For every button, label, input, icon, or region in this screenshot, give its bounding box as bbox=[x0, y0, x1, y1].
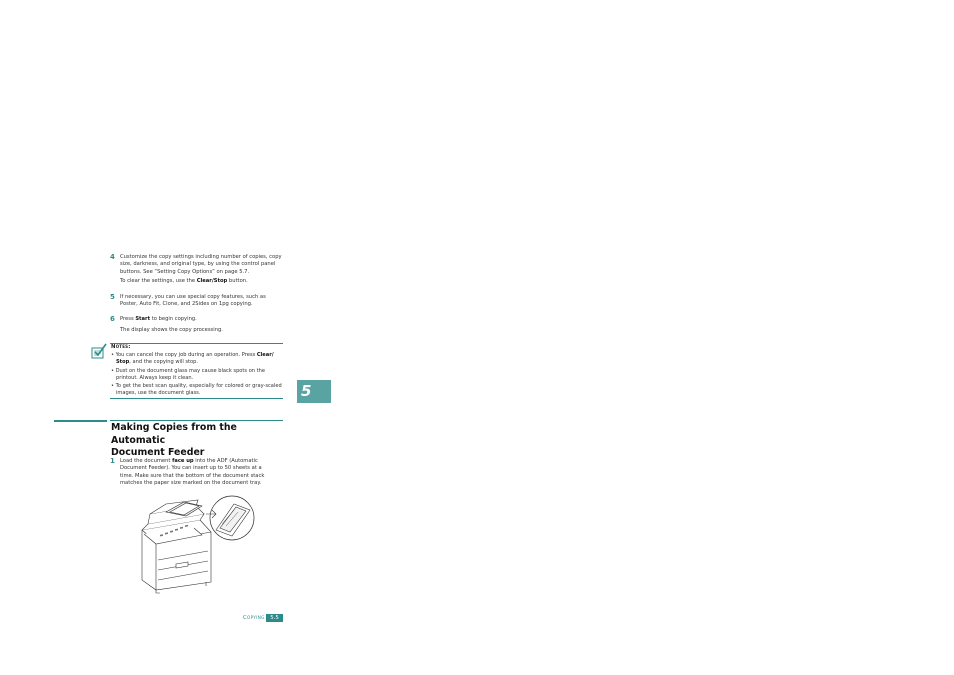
step-number: 6 bbox=[110, 315, 115, 323]
footer-section-label: Copying bbox=[243, 615, 265, 621]
section-heading-line2: Document Feeder bbox=[111, 447, 205, 458]
note-item: • To get the best scan quality, especially for colored or gray-scaled images, use the document glass. bbox=[111, 383, 282, 396]
step-text: Press Start to begin copying. bbox=[120, 316, 197, 322]
notes-title: Notes: bbox=[111, 344, 131, 350]
step-subtext: The display shows the copy processing. bbox=[120, 327, 223, 333]
step-text: Customize the copy settings including number of copies, copy size, darkness, and original type, by using the control panel buttons. See “Setting Copy Options” on page 5.7. bbox=[120, 254, 282, 275]
notes-bottom-rule bbox=[110, 398, 283, 399]
section-heading-line1: Making Copies from the Automatic bbox=[111, 422, 237, 446]
step-text: Load the document face up into the ADF (Automatic Document Feeder). You can insert up to 50 sheets at a time. Make sure that the bottom of the document stack matches the paper size marked on the document tray. bbox=[120, 458, 265, 487]
note-check-icon bbox=[90, 342, 108, 360]
printer-illustration bbox=[136, 490, 258, 594]
page-number-badge: 5.5 bbox=[266, 614, 283, 622]
section-heading bbox=[111, 422, 291, 460]
step-number: 1 bbox=[110, 457, 115, 465]
step-number: 5 bbox=[110, 293, 115, 301]
step-text: If necessary, you can use special copy features, such as Poster, Auto Fit, Clone, and 2Sides on 1pg copying. bbox=[120, 294, 266, 308]
section-left-rule bbox=[54, 420, 107, 422]
step-subtext: To clear the settings, use the Clear/Stop button. bbox=[120, 278, 248, 284]
chapter-tab: 5 bbox=[297, 380, 331, 403]
section-top-rule bbox=[110, 420, 283, 421]
notes-top-rule bbox=[110, 343, 283, 344]
note-item: • You can cancel the copy job during an operation. Press Clear/ Stop, and the copying will stop. bbox=[111, 352, 274, 365]
step-number: 4 bbox=[110, 253, 115, 261]
note-item: • Dust on the document glass may cause black spots on the printout. Always keep it clean. bbox=[111, 368, 266, 381]
